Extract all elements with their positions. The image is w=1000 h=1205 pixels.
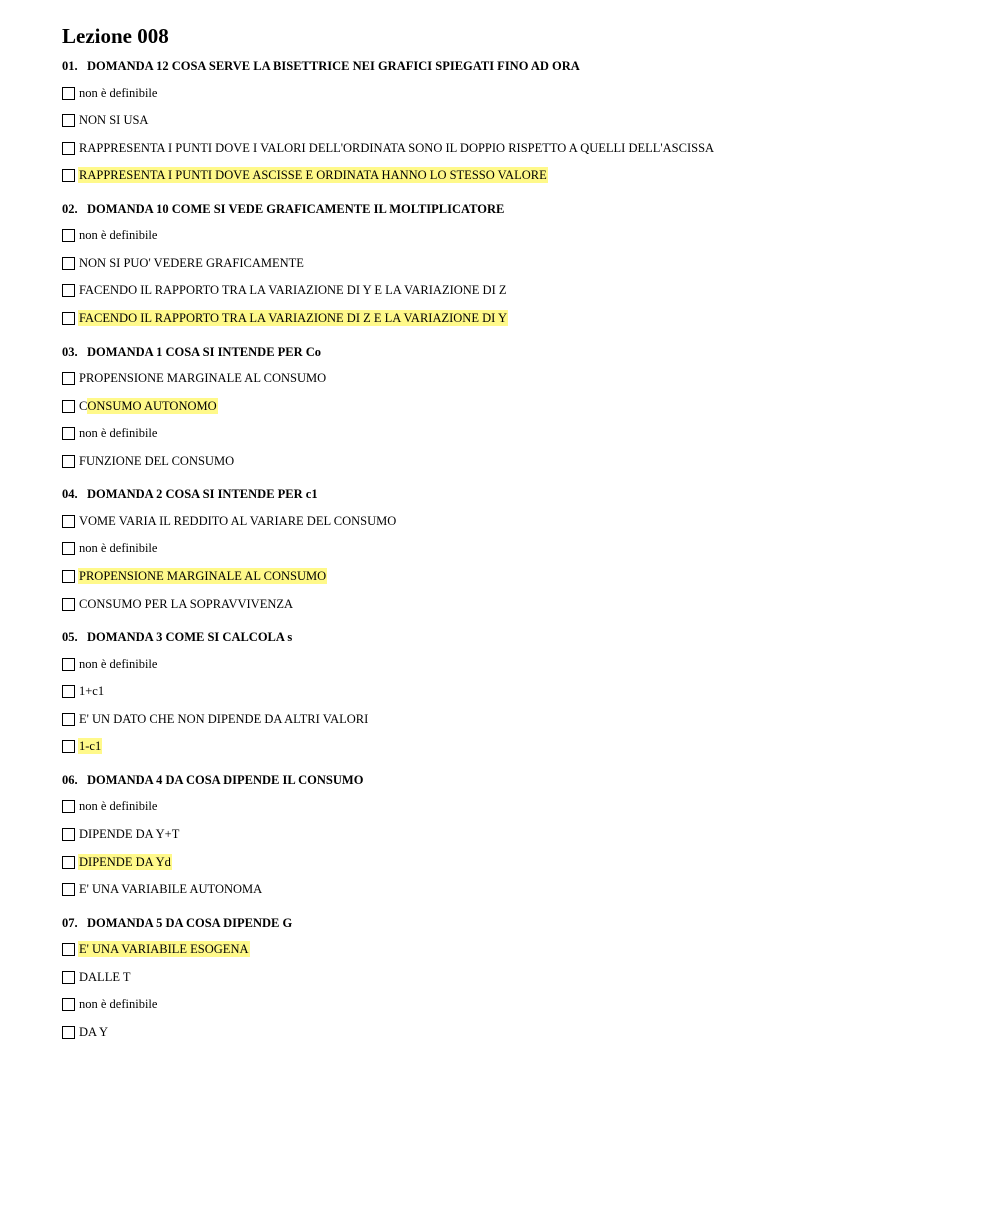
answer-text: NON SI USA bbox=[79, 113, 149, 128]
answer-option[interactable] bbox=[62, 852, 980, 872]
answer-label bbox=[78, 256, 305, 271]
answer-label bbox=[78, 942, 250, 957]
answer-text: non è definibile bbox=[79, 541, 158, 556]
answer-label bbox=[78, 228, 158, 243]
answer-text: E' UN DATO CHE NON DIPENDE DA ALTRI VALORI bbox=[79, 711, 369, 726]
answer-checkbox[interactable] bbox=[62, 943, 75, 956]
answer-checkbox[interactable] bbox=[62, 998, 75, 1011]
answer-option[interactable] bbox=[62, 309, 980, 329]
answer-checkbox[interactable] bbox=[62, 883, 75, 896]
answer-text-prefix: C bbox=[79, 398, 88, 413]
question-text: DOMANDA 1 COSA SI INTENDE PER Co bbox=[87, 344, 322, 359]
answer-checkbox[interactable] bbox=[62, 169, 75, 182]
answer-text-highlighted: E' UNA VARIABILE ESOGENA bbox=[79, 942, 249, 957]
answer-checkbox[interactable] bbox=[62, 800, 75, 813]
question-number: 06. bbox=[62, 772, 78, 787]
answer-text: VOME VARIA IL REDDITO AL VARIARE DEL CONSUMO bbox=[79, 513, 397, 528]
answer-option[interactable] bbox=[62, 539, 980, 559]
question-block bbox=[62, 771, 980, 900]
answer-text: DIPENDE DA Y+T bbox=[79, 827, 180, 841]
answer-checkbox[interactable] bbox=[62, 229, 75, 242]
answer-label bbox=[78, 855, 172, 870]
answer-label bbox=[78, 454, 235, 469]
answer-text: non è definibile bbox=[79, 997, 158, 1012]
answer-label bbox=[78, 569, 327, 584]
answer-label bbox=[78, 882, 263, 897]
answer-option[interactable] bbox=[62, 424, 980, 444]
answer-checkbox[interactable] bbox=[62, 372, 75, 385]
answer-text: non è definibile bbox=[79, 228, 158, 243]
question-block bbox=[62, 200, 980, 329]
answer-label bbox=[78, 597, 294, 612]
answer-option[interactable] bbox=[62, 369, 980, 389]
answer-text-highlighted: 1-c1 bbox=[79, 739, 102, 754]
answer-option[interactable] bbox=[62, 654, 980, 674]
answer-text-highlighted: FACENDO IL RAPPORTO TRA LA VARIAZIONE DI Z E LA VARIAZIONE DI Y bbox=[79, 311, 507, 326]
answer-text: 1+c1 bbox=[79, 684, 105, 699]
answer-text: non è definibile bbox=[79, 85, 158, 100]
answer-text: non è definibile bbox=[79, 799, 158, 814]
question-text: DOMANDA 5 DA COSA DIPENDE G bbox=[87, 915, 293, 930]
answer-checkbox[interactable] bbox=[62, 1026, 75, 1039]
answer-option[interactable] bbox=[62, 1022, 980, 1042]
answer-option[interactable] bbox=[62, 682, 980, 702]
answer-label bbox=[78, 113, 149, 128]
answer-text-highlighted: DIPENDE DA Yd bbox=[79, 854, 171, 869]
question-text: DOMANDA 10 COME SI VEDE GRAFICAMENTE IL MOLTIPLICATORE bbox=[87, 201, 505, 216]
answer-text: PROPENSIONE MARGINALE AL CONSUMO bbox=[79, 371, 327, 386]
answer-label bbox=[78, 426, 158, 441]
answer-option[interactable] bbox=[62, 709, 980, 729]
answer-label bbox=[78, 168, 548, 183]
answer-text: non è definibile bbox=[79, 656, 158, 671]
question-number: 02. bbox=[62, 201, 78, 216]
answer-checkbox[interactable] bbox=[62, 312, 75, 325]
answer-text-highlighted: RAPPRESENTA I PUNTI DOVE ASCISSE E ORDINATA HANNO LO STESSO VALORE bbox=[79, 168, 547, 183]
question-title bbox=[62, 628, 980, 646]
answer-checkbox[interactable] bbox=[62, 515, 75, 528]
answer-option[interactable] bbox=[62, 940, 980, 960]
answer-label bbox=[78, 283, 508, 298]
answer-checkbox[interactable] bbox=[62, 856, 75, 869]
answer-checkbox[interactable] bbox=[62, 284, 75, 297]
question-block bbox=[62, 628, 980, 757]
answer-label bbox=[78, 141, 715, 156]
answer-label bbox=[78, 86, 158, 101]
answer-option[interactable] bbox=[62, 138, 980, 158]
question-text: DOMANDA 12 COSA SERVE LA BISETTRICE NEI GRAFICI SPIEGATI FINO AD ORA bbox=[87, 59, 580, 73]
answer-option[interactable] bbox=[62, 995, 980, 1015]
question-block bbox=[62, 57, 980, 186]
question-text: DOMANDA 3 COME SI CALCOLA s bbox=[87, 630, 293, 645]
answer-label bbox=[78, 399, 218, 414]
quiz-page bbox=[62, 22, 980, 1056]
question-block bbox=[62, 343, 980, 472]
answer-option[interactable] bbox=[62, 967, 980, 987]
answer-label bbox=[78, 657, 158, 672]
answer-label bbox=[78, 541, 158, 556]
answer-label bbox=[78, 684, 105, 699]
answer-label bbox=[78, 514, 397, 529]
question-title bbox=[62, 343, 980, 361]
answer-option[interactable] bbox=[62, 594, 980, 614]
answer-checkbox[interactable] bbox=[62, 713, 75, 726]
question-list bbox=[62, 57, 980, 1042]
answer-checkbox[interactable] bbox=[62, 427, 75, 440]
answer-option[interactable] bbox=[62, 253, 980, 273]
answer-text: E' UNA VARIABILE AUTONOMA bbox=[79, 882, 263, 897]
answer-label bbox=[78, 799, 158, 814]
answer-option[interactable] bbox=[62, 166, 980, 186]
question-number: 05. bbox=[62, 630, 78, 645]
answer-checkbox[interactable] bbox=[62, 87, 75, 100]
answer-option[interactable] bbox=[62, 226, 980, 246]
question-number: 01. bbox=[62, 59, 78, 73]
answer-text: CONSUMO PER LA SOPRAVVIVENZA bbox=[79, 596, 294, 611]
question-title bbox=[62, 485, 980, 503]
answer-label bbox=[78, 970, 132, 985]
question-title bbox=[62, 771, 980, 789]
answer-option[interactable] bbox=[62, 83, 980, 103]
answer-text: DALLE T bbox=[79, 969, 131, 984]
answer-text: RAPPRESENTA I PUNTI DOVE I VALORI DELL'ORDINATA SONO IL DOPPIO RISPETTO A QUELLI DELL'ASCISSA bbox=[79, 140, 715, 155]
question-title bbox=[62, 57, 980, 75]
answer-label bbox=[78, 827, 180, 842]
answer-text: NON SI PUO' VEDERE GRAFICAMENTE bbox=[79, 255, 304, 270]
answer-checkbox[interactable] bbox=[62, 658, 75, 671]
answer-checkbox[interactable] bbox=[62, 257, 75, 270]
answer-checkbox[interactable] bbox=[62, 400, 75, 413]
answer-text: non è definibile bbox=[79, 426, 158, 441]
answer-checkbox[interactable] bbox=[62, 971, 75, 984]
question-number: 03. bbox=[62, 344, 78, 359]
answer-option[interactable] bbox=[62, 451, 980, 471]
answer-label bbox=[78, 739, 102, 754]
question-block bbox=[62, 914, 980, 1043]
answer-checkbox[interactable] bbox=[62, 455, 75, 468]
answer-option[interactable] bbox=[62, 880, 980, 900]
answer-label bbox=[78, 311, 508, 326]
answer-checkbox[interactable] bbox=[62, 685, 75, 698]
question-title bbox=[62, 914, 980, 932]
question-text: DOMANDA 2 COSA SI INTENDE PER c1 bbox=[87, 487, 318, 502]
answer-text: FUNZIONE DEL CONSUMO bbox=[79, 453, 235, 468]
answer-text-highlighted: PROPENSIONE MARGINALE AL CONSUMO bbox=[79, 569, 327, 584]
answer-option[interactable] bbox=[62, 825, 980, 845]
answer-checkbox[interactable] bbox=[62, 740, 75, 753]
answer-checkbox[interactable] bbox=[62, 570, 75, 583]
page-title: Lezione 008 bbox=[62, 24, 169, 48]
answer-text-highlighted: ONSUMO AUTONOMO bbox=[87, 398, 217, 413]
question-block bbox=[62, 485, 980, 614]
answer-label bbox=[78, 712, 369, 727]
answer-text: FACENDO IL RAPPORTO TRA LA VARIAZIONE DI Y E LA VARIAZIONE DI Z bbox=[79, 283, 507, 298]
answer-option[interactable] bbox=[62, 737, 980, 757]
question-text: DOMANDA 4 DA COSA DIPENDE IL CONSUMO bbox=[87, 772, 364, 787]
question-title bbox=[62, 200, 980, 218]
answer-option[interactable] bbox=[62, 511, 980, 531]
answer-option[interactable] bbox=[62, 567, 980, 587]
answer-checkbox[interactable] bbox=[62, 828, 75, 841]
answer-checkbox[interactable] bbox=[62, 542, 75, 555]
answer-label bbox=[78, 1025, 109, 1040]
answer-checkbox[interactable] bbox=[62, 598, 75, 611]
answer-option[interactable] bbox=[62, 111, 980, 131]
answer-label bbox=[78, 371, 327, 386]
answer-label bbox=[78, 997, 158, 1012]
answer-option[interactable] bbox=[62, 797, 980, 817]
question-number: 04. bbox=[62, 487, 78, 502]
answer-option[interactable] bbox=[62, 396, 980, 416]
answer-checkbox[interactable] bbox=[62, 114, 75, 127]
answer-option[interactable] bbox=[62, 281, 980, 301]
answer-text: DA Y bbox=[79, 1024, 109, 1039]
question-number: 07. bbox=[62, 915, 78, 930]
answer-checkbox[interactable] bbox=[62, 142, 75, 155]
